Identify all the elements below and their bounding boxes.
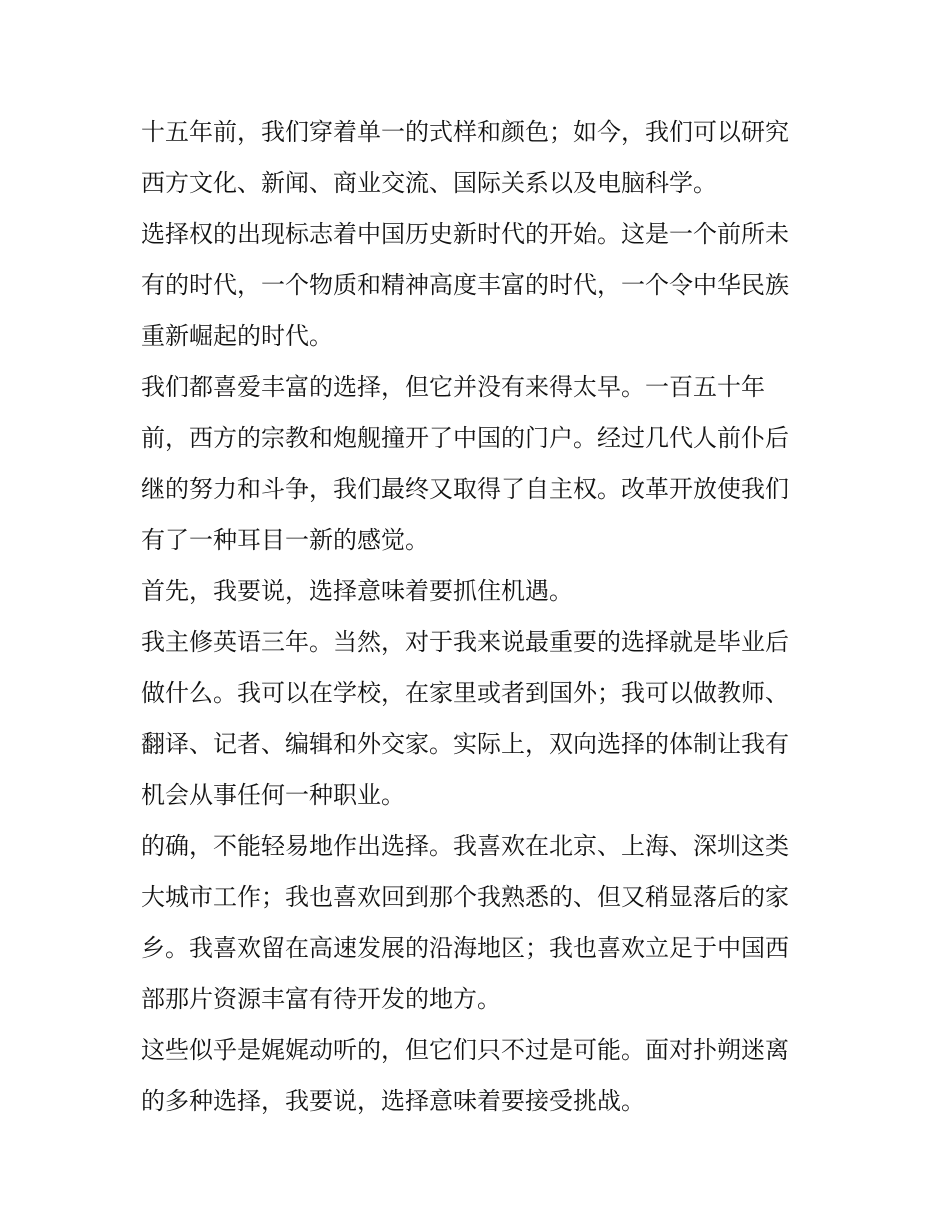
text-line: 十五年前，我们穿着单一的式样和颜色；如今，我们可以研究: [141, 118, 789, 146]
paragraph-5: [141, 617, 813, 821]
text-line: 翻译、记者、编辑和外交家。实际上，双向选择的体制让我有: [141, 730, 789, 758]
paragraph-4: [141, 566, 813, 617]
text-line: 做什么。我可以在学校，在家里或者到国外；我可以做教师、: [141, 679, 789, 707]
text-line: 重新崛起的时代。: [141, 322, 333, 350]
text-line: 前，西方的宗教和炮舰撞开了中国的门户。经过几代人前仆后: [141, 424, 789, 452]
document-body: [141, 107, 813, 1127]
text-line: 我主修英语三年。当然，对于我来说最重要的选择就是毕业后: [141, 628, 789, 656]
text-line: 西方文化、新闻、商业交流、国际关系以及电脑科学。: [141, 169, 717, 197]
text-line: 这些似乎是娓娓动听的，但它们只不过是可能。面对扑朔迷离: [141, 1036, 789, 1064]
text-line: 的确，不能轻易地作出选择。我喜欢在北京、上海、深圳这类: [141, 832, 789, 860]
text-line: 有的时代，一个物质和精神高度丰富的时代，一个令中华民族: [141, 271, 789, 299]
text-line: 有了一种耳目一新的感觉。: [141, 526, 429, 554]
text-line: 机会从事任何一种职业。: [141, 781, 405, 809]
paragraph-3: [141, 362, 813, 566]
text-line: 继的努力和斗争，我们最终又取得了自主权。改革开放使我们: [141, 475, 789, 503]
text-line: 选择权的出现标志着中国历史新时代的开始。这是一个前所未: [141, 220, 789, 248]
text-line: 部那片资源丰富有待开发的地方。: [141, 985, 501, 1013]
paragraph-2: [141, 209, 813, 362]
text-line: 的多种选择，我要说，选择意味着要接受挑战。: [141, 1087, 645, 1115]
text-line: 首先，我要说，选择意味着要抓住机遇。: [141, 577, 573, 605]
text-line: 大城市工作；我也喜欢回到那个我熟悉的、但又稍显落后的家: [141, 883, 789, 911]
text-line: 我们都喜爱丰富的选择，但它并没有来得太早。一百五十年: [141, 373, 765, 401]
paragraph-1: [141, 107, 813, 209]
paragraph-6: [141, 821, 813, 1025]
text-line: 乡。我喜欢留在高速发展的沿海地区；我也喜欢立足于中国西: [141, 934, 789, 962]
paragraph-7: [141, 1025, 813, 1127]
